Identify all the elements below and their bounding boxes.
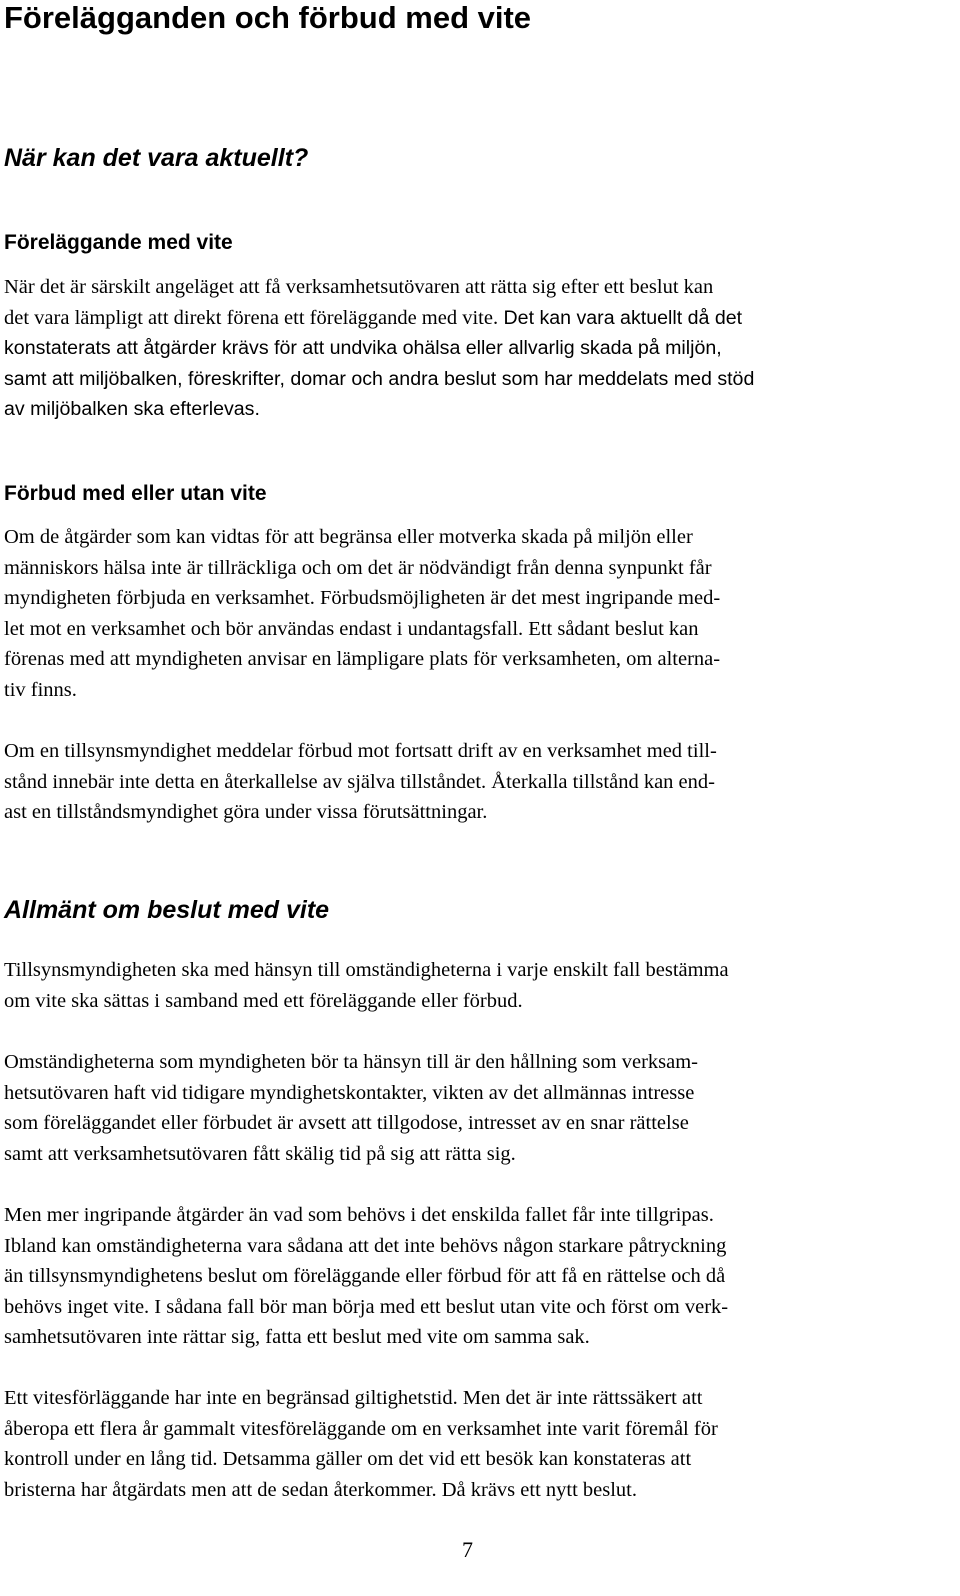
text-line: let mot en verksamhet och bör användas endast i undantagsfall. Ett sådant beslut kan — [4, 617, 699, 640]
text-line: samt att verksamhetsutövaren fått skälig tid på sig att rätta sig. — [4, 1142, 516, 1165]
text-line: Om de åtgärder som kan vidtas för att begränsa eller motverka skada på miljön eller — [4, 526, 693, 548]
text-line: av miljöbalken ska efterlevas. — [4, 398, 260, 421]
text-line: det vara lämpligt att direkt förena ett föreläggande med vite. — [4, 306, 499, 329]
text-line: ast en tillståndsmyndighet göra under vissa förutsättningar. — [4, 801, 488, 824]
text-line: människors hälsa inte är tillräckliga och om det är nödvändigt från denna synpunkt får — [4, 556, 712, 579]
text-line: åberopa ett flera år gammalt vitesföreläggande om en verksamhet inte varit föremål för — [4, 1417, 718, 1440]
text-line: Ibland kan omständigheterna vara sådana att det inte behövs någon starkare påtryckning — [4, 1234, 727, 1257]
text-line: Det kan vara aktuellt då det — [498, 306, 743, 329]
text-line: samt att miljöbalken, föreskrifter, domar och andra beslut som har meddelats med stöd — [4, 367, 755, 390]
text-line: myndigheten förbjuda en verksamhet. Förbudsmöjligheten är det mest ingripande med- — [4, 587, 721, 610]
paragraph-prohibition-2 — [4, 736, 936, 828]
text-line: Men mer ingripande åtgärder än vad som behövs i det enskilda fallet får inte tillgripas. — [4, 1204, 714, 1226]
paragraph-injunction-with-fine — [4, 272, 936, 425]
text-line: stånd innebär inte detta en återkallelse av själva tillståndet. Återkalla tillstånd kan end- — [4, 770, 715, 793]
page-number: 7 — [462, 1537, 473, 1562]
text-line: än tillsynsmyndighetens beslut om föreläggande eller förbud för att få en rättelse och då — [4, 1265, 726, 1288]
text-line: om vite ska sättas i samband med ett föreläggande eller förbud. — [4, 989, 523, 1012]
text-line: När det är särskilt angeläget att få verksamhetsutövaren att rätta sig efter ett beslut kan — [4, 276, 714, 298]
text-line: kontroll under en lång tid. Detsamma gäller om det vid ett besök kan konstateras att — [4, 1448, 692, 1471]
text-line: Tillsynsmyndigheten ska med hänsyn till omständigheterna i varje enskilt fall bestämma — [4, 959, 729, 981]
text-line: Om en tillsynsmyndighet meddelar förbud mot fortsatt drift av en verksamhet med till- — [4, 740, 717, 762]
subsection-heading-prohibition: Förbud med eller utan vite — [4, 482, 267, 505]
text-line: hetsutövaren haft vid tidigare myndighetskontakter, vikten av det allmännas intresse — [4, 1081, 695, 1104]
paragraph-prohibition-1 — [4, 522, 936, 706]
section-heading-when-relevant: När kan det vara aktuellt? — [4, 144, 309, 172]
text-line: samhetsutövaren inte rättar sig, fatta ett beslut med vite om samma sak. — [4, 1326, 590, 1349]
paragraph-general-3 — [4, 1200, 936, 1353]
text-line: konstaterats att åtgärder krävs för att undvika ohälsa eller allvarlig skada på miljön, — [4, 337, 722, 360]
paragraph-general-2 — [4, 1047, 936, 1169]
subsection-heading-injunction-with-fine: Föreläggande med vite — [4, 231, 233, 254]
section-heading-general: Allmänt om beslut med vite — [4, 896, 330, 924]
text-line: Omständigheterna som myndigheten bör ta hänsyn till är den hållning som verksam- — [4, 1051, 699, 1073]
text-line: behövs inget vite. I sådana fall bör man börja med ett beslut utan vite och först om verk- — [4, 1295, 729, 1318]
paragraph-general-1 — [4, 955, 936, 1016]
text-line: tiv finns. — [4, 678, 77, 701]
text-line: Ett vitesförläggande har inte en begränsad giltighetstid. Men det är inte rättssäkert att — [4, 1387, 703, 1409]
text-line: som föreläggandet eller förbudet är avsett att tillgodose, intresset av en snar rättelse — [4, 1112, 689, 1135]
text-line: förenas med att myndigheten anvisar en lämpligare plats för verksamheten, om alterna- — [4, 648, 721, 671]
paragraph-general-4 — [4, 1383, 936, 1505]
page-title: Förelägganden och förbud med vite — [4, 0, 532, 35]
text-line: bristerna har åtgärdats men att de sedan återkommer. Då krävs ett nytt beslut. — [4, 1478, 638, 1501]
